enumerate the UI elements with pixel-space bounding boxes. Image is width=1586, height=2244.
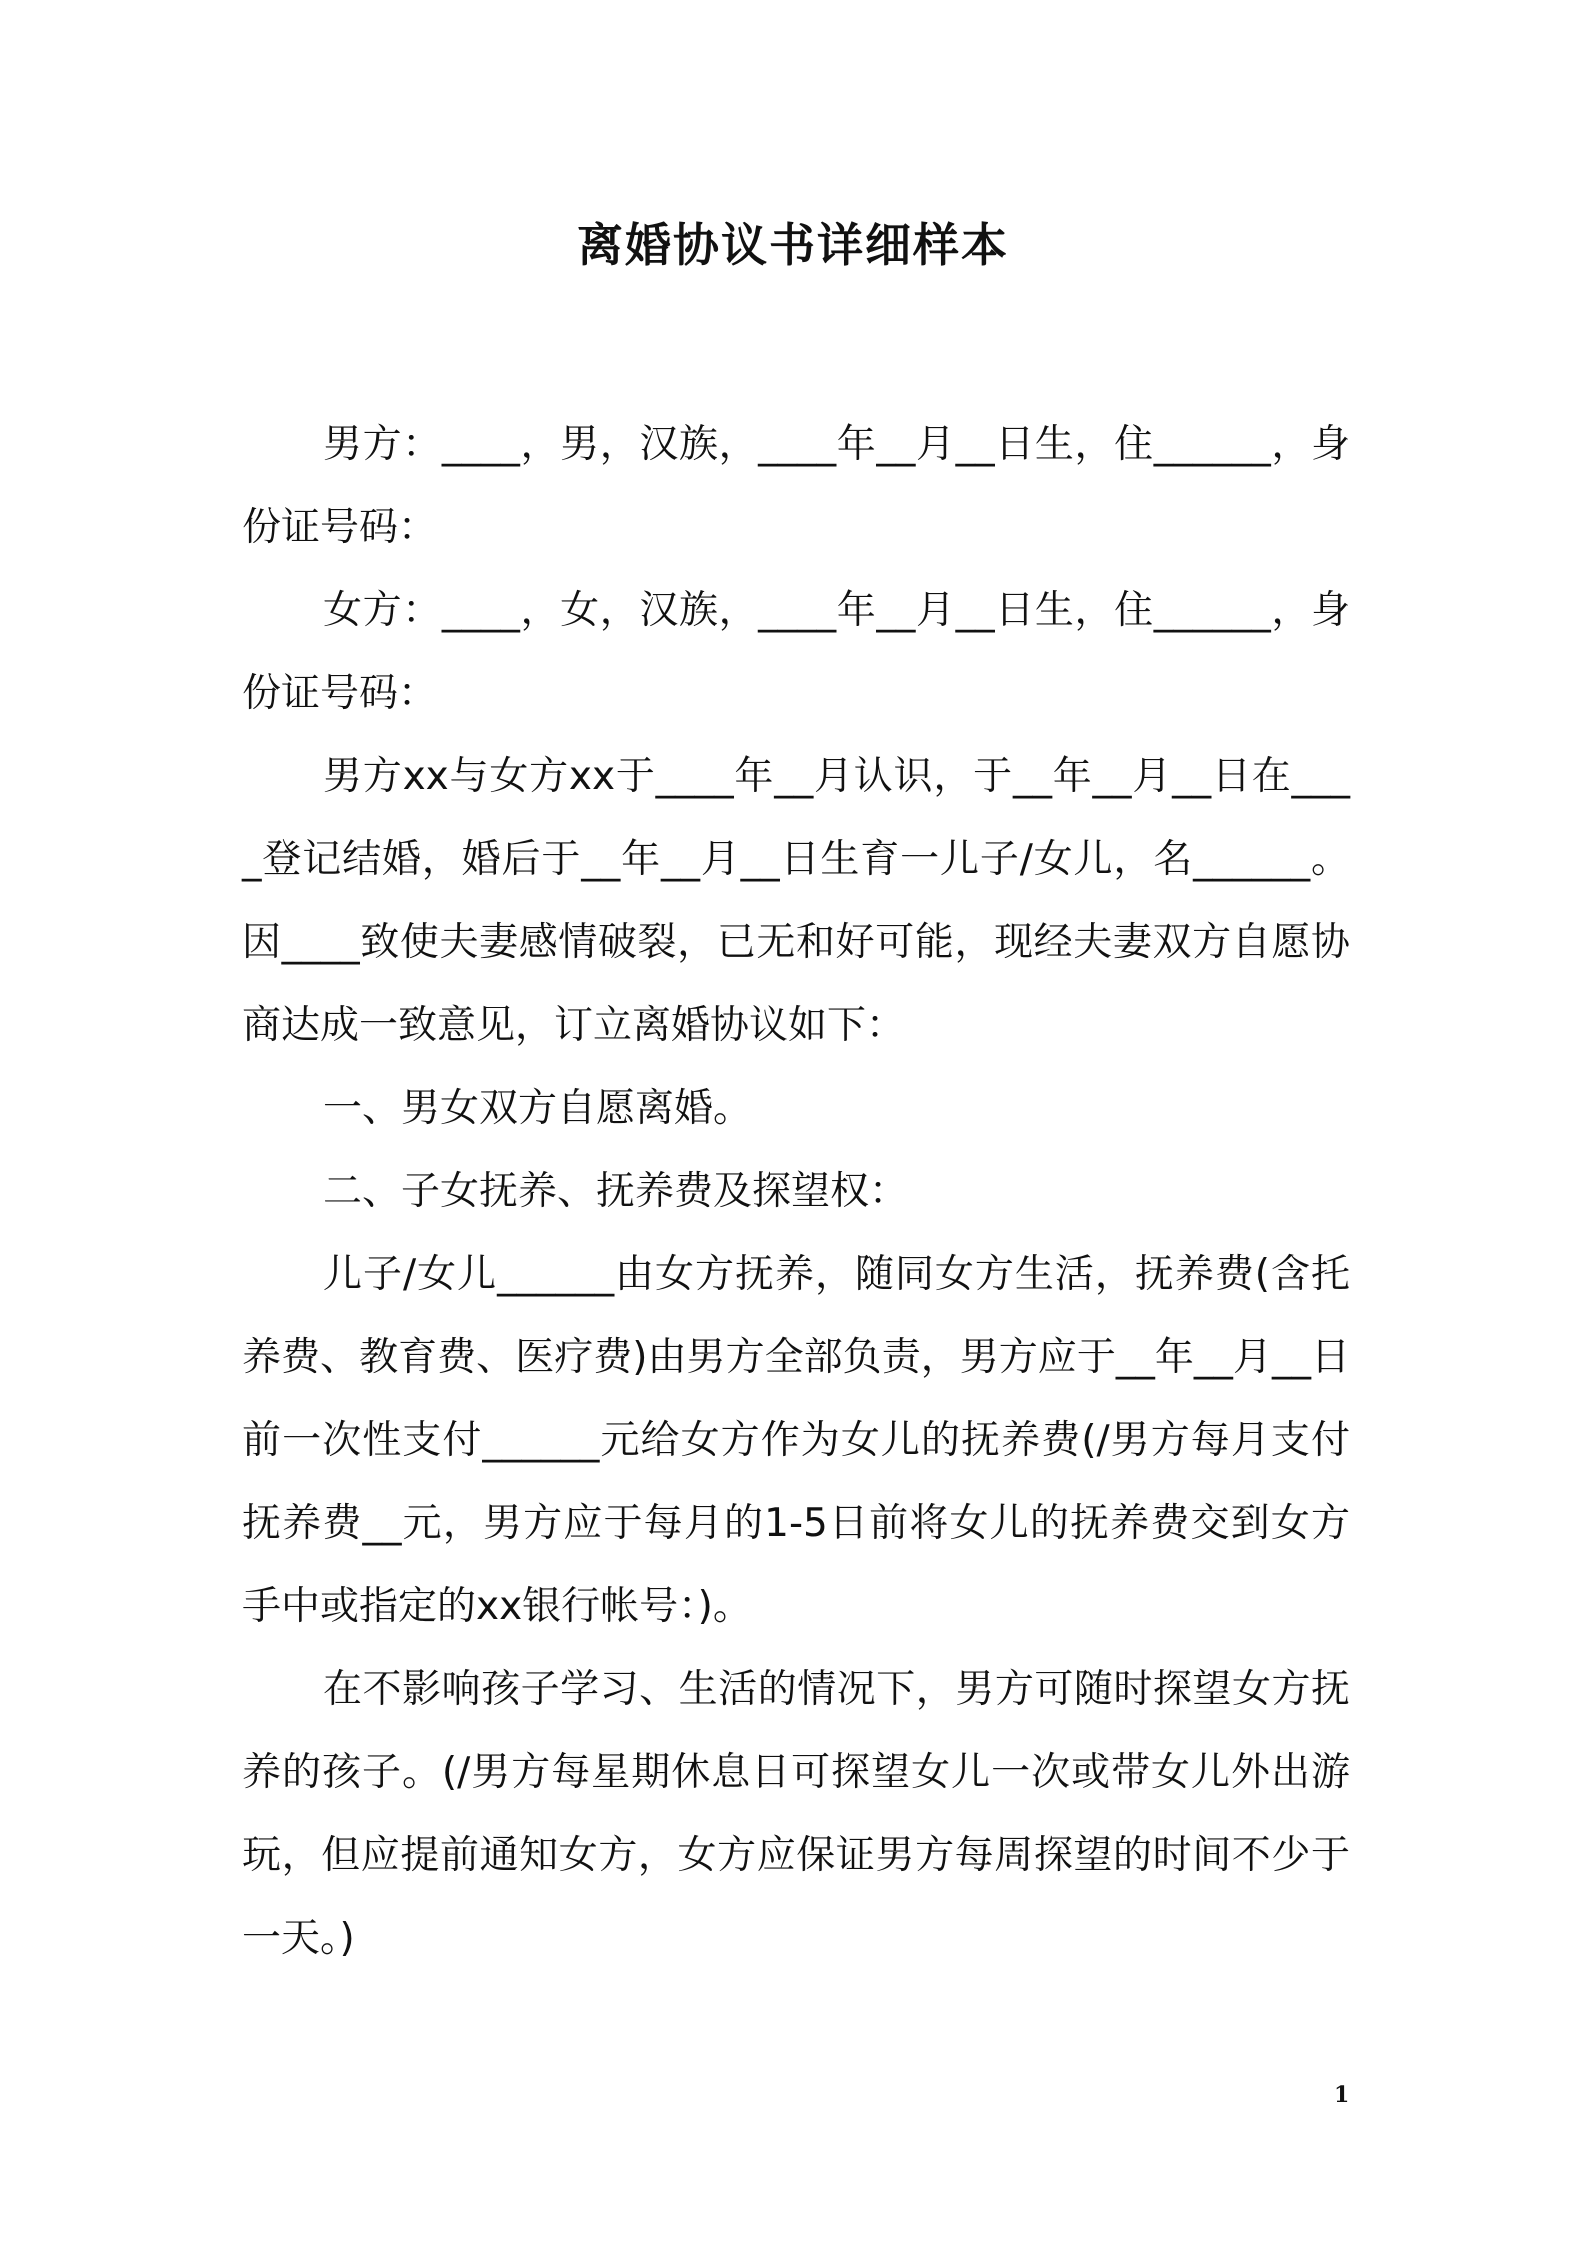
paragraph-male-party: 男方：____，男，汉族，____年__月__日生，住______，身份证号码： <box>242 422 1350 550</box>
page-number: 1 <box>1334 2082 1350 2108</box>
clause-1-divorce: 一、男女双方自愿离婚。 <box>323 1086 753 1131</box>
clause-2-heading: 二、子女抚养、抚养费及探望权： <box>323 1169 909 1214</box>
paragraph-visitation: 在不影响孩子学习、生活的情况下，男方可随时探望女方抚养的孩子。(/男方每星期休息日可探望女儿一次或带女儿外出游玩，但应提前通知女方，女方应保证男方每周探望的时间不少于一天。) <box>242 1667 1350 1961</box>
paragraph-female-party: 女方：____，女，汉族，____年__月__日生，住______，身份证号码： <box>242 588 1350 716</box>
document-body <box>242 403 1350 1980</box>
paragraph-marriage-background: 男方xx与女方xx于____年__月认识，于__年__月__日在____登记结婚，婚后于__年__月__日生育一儿子/女儿，名______。因____致使夫妻感情破裂，已无和好可能，现经夫妻双方自愿协商达成一致意见，订立离婚协议如下： <box>242 754 1350 1048</box>
paragraph-child-support: 儿子/女儿______由女方抚养，随同女方生活，抚养费(含托养费、教育费、医疗费)由男方全部负责，男方应于__年__月__日前一次性支付______元给女方作为女儿的抚养费(/男方每月支付抚养费__元，男方应于每月的1-5日前将女儿的抚养费交到女方手中或指定的xx银行帐号：)。 <box>242 1252 1350 1629</box>
document-title: 离婚协议书详细样本 <box>577 218 1009 272</box>
